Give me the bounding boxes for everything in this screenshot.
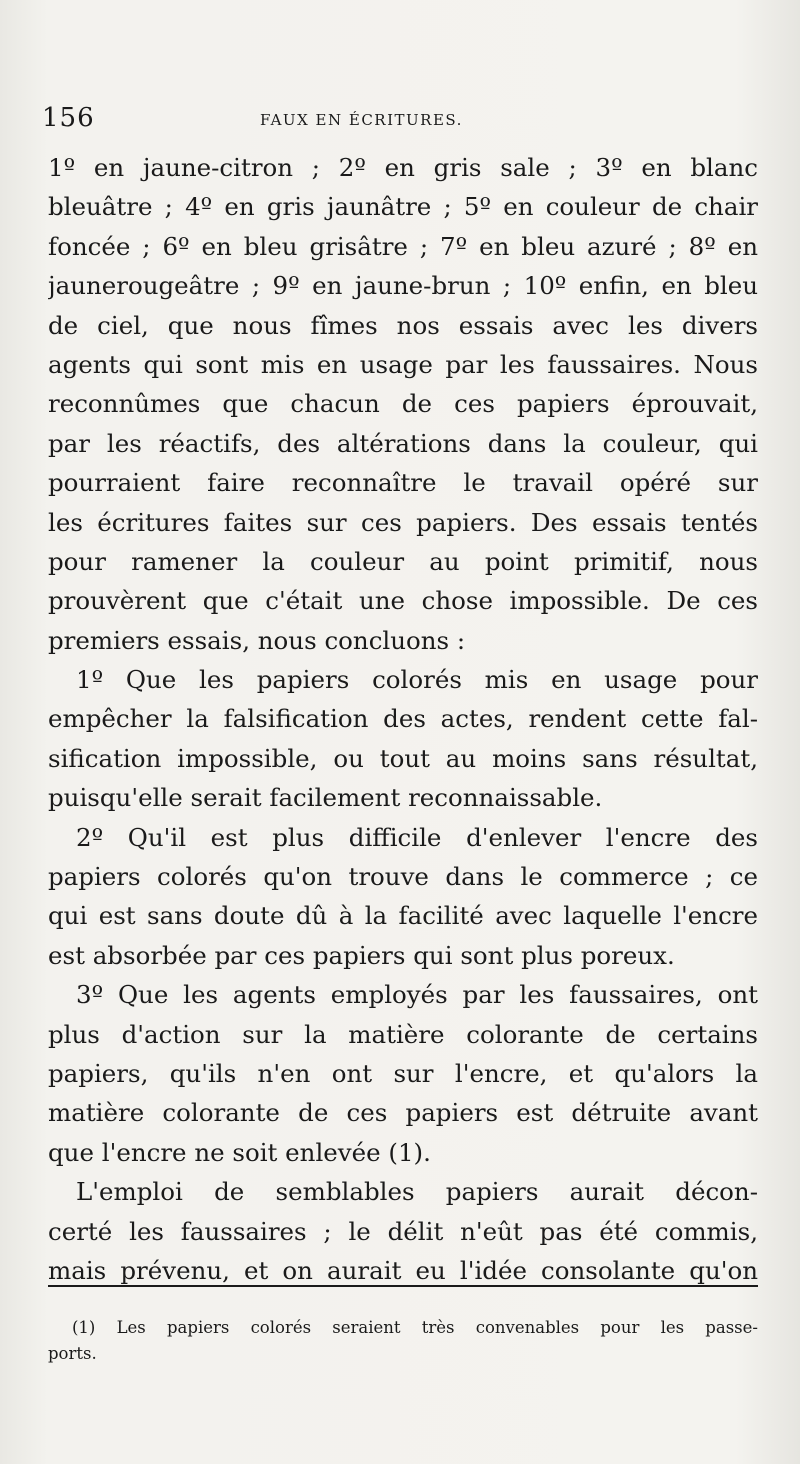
text-line: est absorbée par ces papiers qui sont plus poreux. <box>48 940 675 970</box>
text-line: pour ramener la couleur au point primitif, nous <box>48 546 758 576</box>
body-text <box>48 148 758 1290</box>
text-line: reconnûmes que chacun de ces papiers éprouvait, <box>48 389 758 419</box>
running-title: FAUX EN ÉCRITURES. <box>260 111 463 129</box>
footnote-rule <box>48 1285 758 1287</box>
text-line: jaunerougeâtre ; 9º en jaune-brun ; 10º enfin, en bleu <box>48 271 758 301</box>
text-line: pourraient faire reconnaître le travail opéré sur <box>48 468 758 498</box>
text-line: sification impossible, ou tout au moins sans résultat, <box>48 743 758 773</box>
text-line: 2º Qu'il est plus difficile d'enlever l'encre des <box>76 822 758 852</box>
text-line: empêcher la falsification des actes, rendent cette fal- <box>48 704 758 734</box>
page-header <box>42 103 748 139</box>
text-line: foncée ; 6º en bleu grisâtre ; 7º en bleu azuré ; 8º en <box>48 231 758 261</box>
text-line: bleuâtre ; 4º en gris jaunâtre ; 5º en couleur de chair <box>48 192 758 222</box>
text-line: agents qui sont mis en usage par les faussaires. Nous <box>48 349 758 379</box>
text-line: 1º Que les papiers colorés mis en usage pour <box>76 665 758 695</box>
footnote <box>48 1315 758 1367</box>
page-number: 156 <box>42 103 95 133</box>
text-line: que l'encre ne soit enlevée (1). <box>48 1137 431 1167</box>
text-line: mais prévenu, et on aurait eu l'idée consolante qu'on <box>48 1255 758 1285</box>
text-line: puisqu'elle serait facilement reconnaissable. <box>48 783 603 813</box>
text-line: papiers, qu'ils n'en ont sur l'encre, et qu'alors la <box>48 1058 758 1088</box>
text-line: qui est sans doute dû à la facilité avec laquelle l'encre <box>48 901 758 931</box>
footnote-line: ports. <box>48 1344 97 1363</box>
text-line: les écritures faites sur ces papiers. Des essais tentés <box>48 507 758 537</box>
text-line: papiers colorés qu'on trouve dans le commerce ; ce <box>48 862 758 892</box>
text-line: de ciel, que nous fîmes nos essais avec les divers <box>48 310 758 340</box>
text-line: 3º Que les agents employés par les faussaires, ont <box>76 980 758 1010</box>
text-line: L'emploi de semblables papiers aurait décon- <box>76 1177 758 1207</box>
text-line: par les réactifs, des altérations dans la couleur, qui <box>48 428 758 458</box>
text-line: plus d'action sur la matière colorante de certains <box>48 1019 758 1049</box>
footnote-line: (1) Les papiers colorés seraient très convenables pour les passe- <box>72 1318 758 1337</box>
text-line: prouvèrent que c'était une chose impossible. De ces <box>48 586 758 616</box>
text-line: certé les faussaires ; le délit n'eût pas été commis, <box>48 1216 758 1246</box>
text-line: 1º en jaune-citron ; 2º en gris sale ; 3º en blanc <box>48 153 758 182</box>
text-line: matière colorante de ces papiers est détruite avant <box>48 1098 758 1128</box>
text-line: premiers essais, nous concluons : <box>48 625 466 655</box>
